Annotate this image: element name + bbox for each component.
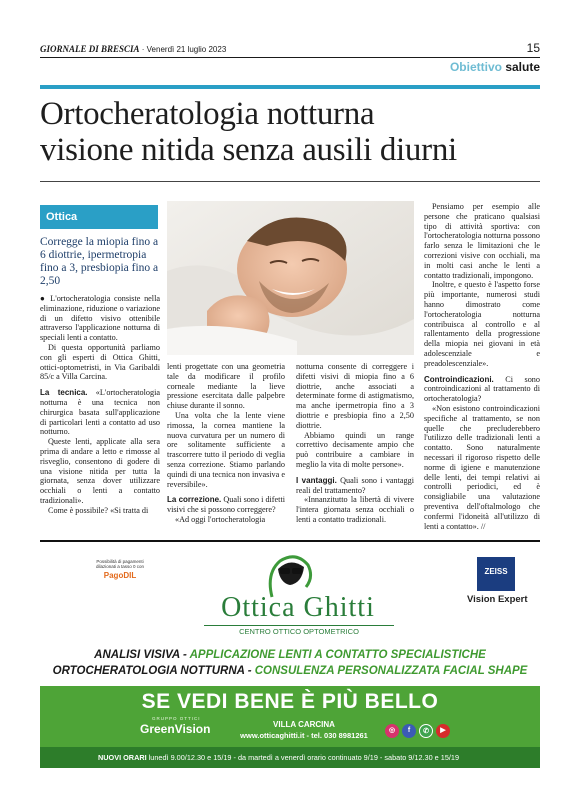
column-2: lenti progettate con una geometria tale da modificare il profilo corneale mediante la lieve pressione esercitata dalle palpebre chiuse durante il sonno. Una volta che la lente viene rimossa, la cornea mantiene la nuova curvatura per un numero di ore solitamente sufficiente a trascorrere tutto il periodo di veglia senza correzione. Stiamo parlando quindi di una tecnica non invasiva e reversibile». La correzione. Quali sono i difetti visivi che si possono correggere? «Ad oggi l'ortocheratologia [167,362,285,524]
pagodil-block [95,559,145,578]
opening-hours: NUOVI ORARI lunedì 9.00/12.30 e 15/19 - da martedì a venerdì orario continuato 9/19 - sabato 9/12.30 e 15/19 [40,747,540,768]
brand-subtitle: CENTRO OTTICO OPTOMETRICO [204,625,394,636]
header-rule [40,57,540,58]
issue-date: Venerdì 21 luglio 2023 [146,45,227,54]
shop-contacts: www.otticaghitti.it - tel. 030 8981261 [240,731,368,740]
publication-name: GIORNALE DI BRESCIA [40,44,140,54]
page-header: GIORNALE DI BRESCIA · Venerdì 21 luglio 2023 [40,44,227,54]
sleeping-man-photo [167,201,414,355]
greenvision-tagline: GRUPPO OTTICI [152,716,201,721]
ad-slogan: SE VEDI BENE È PIÙ BELLO [141,690,439,713]
column-4: Pensiamo per esempio alle persone che praticano qualsiasi tipo di attività sportiva: con l'ortocheratologia notturna possono farlo senza le limitazioni che le correzioni visive con occhiali, ma in molti casi anche le lenti a contatto tradizionali, impongono. Inoltre, e questo è l'aspetto forse più importante, numerosi studi hanno dimostrato come l'ortocheratologia notturna contribuisca al controllo e al rallentamento della progressione della miopia nei giovani in età adolescenziale e preadolescenziale». Controindicazioni. Ci sono controindicazioni al trattamento di ortocheratologia? «Non esistono controindicazioni specifiche al trattamento, se non quelle che precluderebbero l'utilizzo delle tradizionali lenti a contatto. Sono naturalmente necessari il rigoroso rispetto delle norme di igiene e manutenzione delle lenti, dei tempi relativi ai controlli periodici, ed è consigliabile una valutazione preventiva dell'oftalmologo che confermi l'idoneità all'utilizzo di lenti a contatto». // [424,202,540,531]
article-title: Ortocheratologia notturna visione nitida senza ausili diurni [40,96,457,168]
pagodil-logo: PagoDIL [103,571,137,580]
article-photo [167,201,414,355]
page-number: 15 [526,41,540,55]
services-line-1: ANALISI VISIVA - APPLICAZIONE LENTI A CONTATTO SPECIALISTICHE [94,649,486,661]
category-tag: Ottica [40,205,158,229]
article-subtitle: Corregge la miopia fino a 6 diottrie, ipermetropia fino a 3, presbiopia fino a 2,50 [40,236,159,287]
instagram-icon[interactable]: ◎ [385,724,399,738]
pagodil-note: Possibilità di pagamenti dilazionati a tasso 0 con [95,559,145,569]
column-3: notturna consente di correggere i difetti visivi di miopia fino a 6 diottrie, anche associati a determinate forme di astigmatismo, ma anche ipermetropia fino a 3 diottrie e presbiopia fino a 2,50 diottrie. Abbiamo quindi un range correttivo decisamente ampio che può contribuire a cambiare in meglio la vita di molte persone». I vantaggi. Quali sono i vantaggi reali del trattamento? «Innanzitutto la libertà di vivere l'intera giornata senza occhiali o lenti a contatto tradizionali. [296,362,415,524]
greenvision-logo: GreenVision [140,722,211,736]
brand-name: Ottica Ghitti [221,592,375,623]
section-rule [40,85,540,89]
facebook-icon[interactable]: f [402,724,416,738]
shop-town: VILLA CARCINA [273,720,335,729]
section-label: Obiettivo salute [449,60,540,74]
services-line-2: ORTOCHERATOLOGIA NOTTURNA - CONSULENZA PERSONALIZZATA FACIAL SHAPE [52,665,528,677]
youtube-icon[interactable]: ▶ [436,724,450,738]
whatsapp-icon[interactable]: ✆ [419,724,433,738]
title-rule [40,181,540,182]
column-1: ● L'ortocheratologia consiste nella eliminazione, riduzione o variazione di un difetto visivo ottenibile attraverso l'applicazione notturna di speciali lenti a contatto. Di questa opportunità parliamo con gli esperti di Ottica Ghitti, ottici-optometristi, in Via Garibaldi 85/c a Villa Carcina. La tecnica. «L'ortocheratologia notturna è una tecnica non chirurgica basata sull'applicazione di particolari lenti a contatto ad uso notturno. Queste lenti, applicate alla sera prima di andare a letto e rimosse al risveglio, consentono di godere di una visione nitida per tutta la giornata, senza dover utilizzare occhiali o lenti a contatto tradizionali». Come è possibile? «Si tratta di [40,294,160,515]
zeiss-logo: ZEISS [477,557,515,591]
ad-rule [40,540,540,542]
vision-expert-label: Vision Expert [467,594,528,605]
